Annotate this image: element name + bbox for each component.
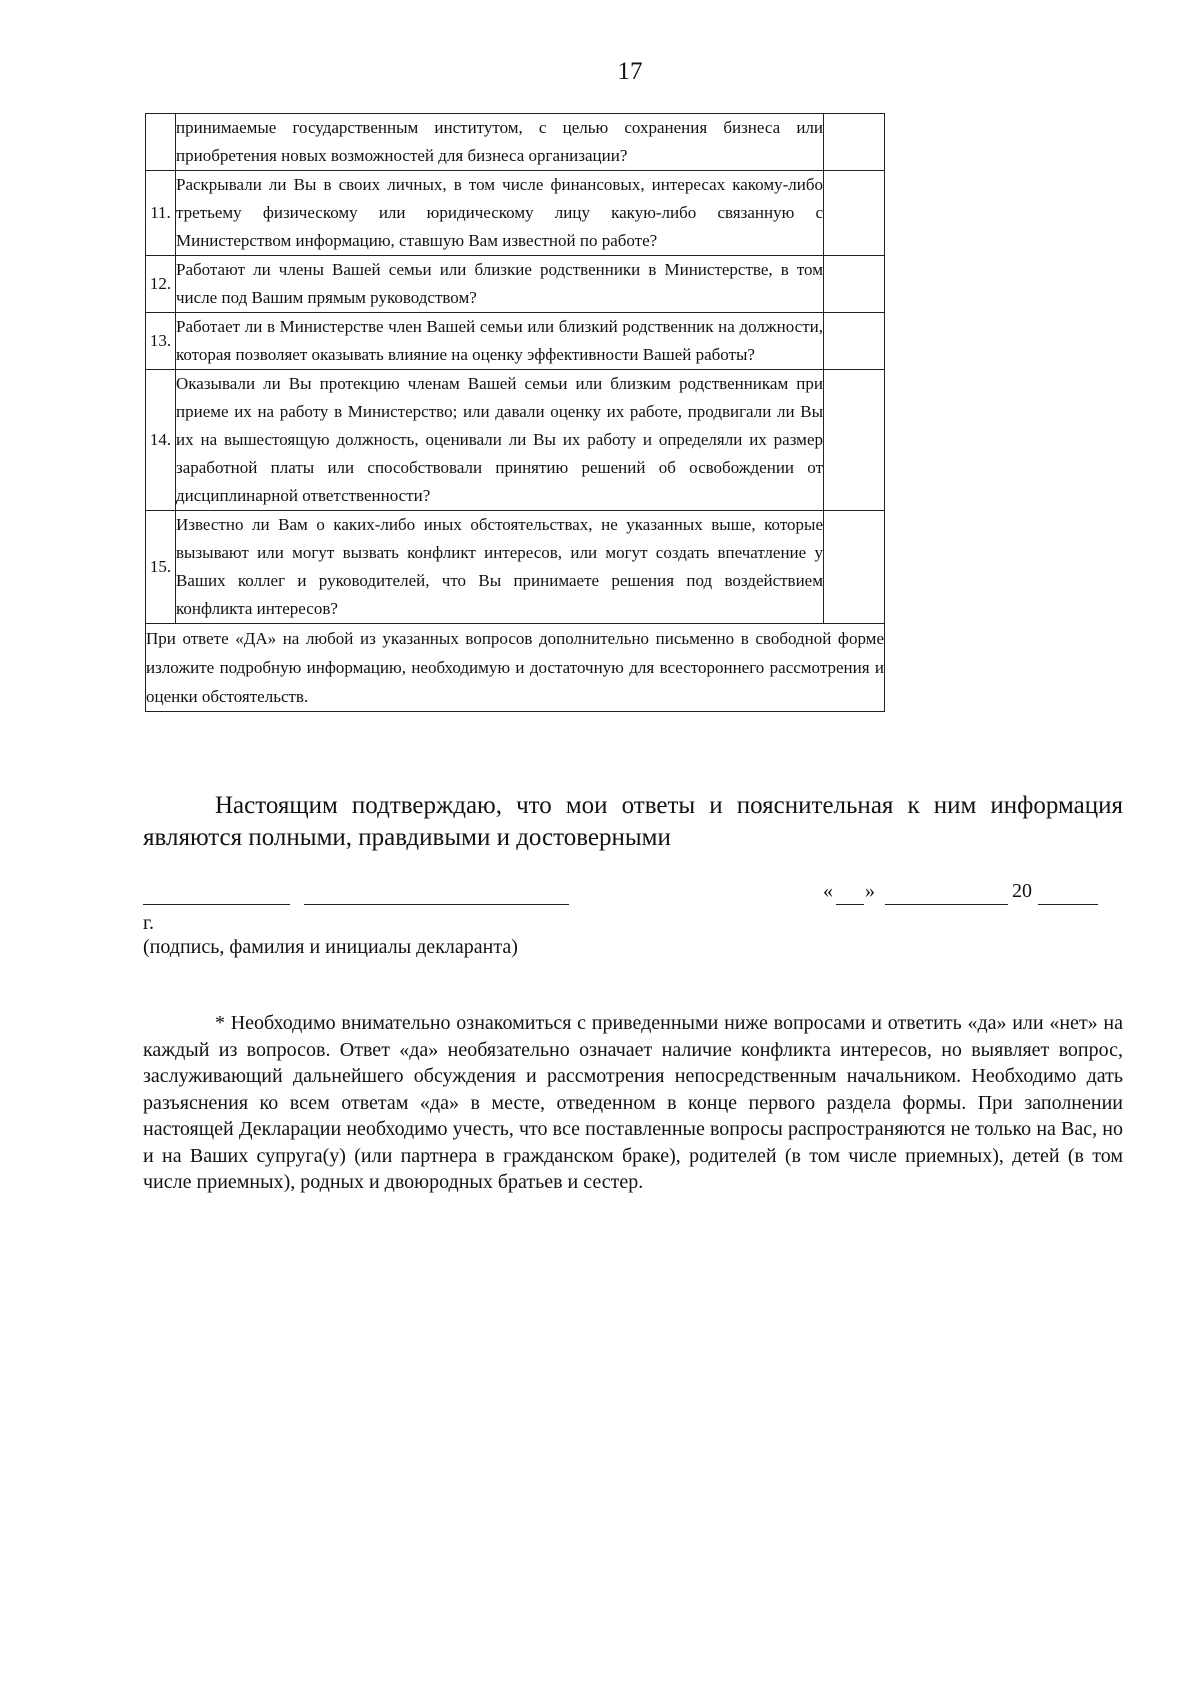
table-note: При ответе «ДА» на любой из указанных вопросов дополнительно письменно в свободной форме изложите подробную информацию, необходимую и достаточную для всестороннего рассмотрения и оценки обстоятельств.: [146, 624, 885, 712]
row-number: [146, 114, 176, 171]
confirmation-statement: Настоящим подтверждаю, что мои ответы и пояснительная к ним информация являются полными, правдивыми и достоверными: [143, 792, 1123, 851]
answer-cell[interactable]: [824, 511, 885, 624]
year-suffix: г.: [143, 912, 154, 934]
name-line[interactable]: [304, 880, 569, 905]
table-row: [146, 511, 885, 624]
question-text: принимаемые государственным институтом, с целью сохранения бизнеса или приобретения новых возможностей для бизнеса организации?: [176, 114, 824, 171]
signature-row: [143, 880, 1123, 910]
question-text: Известно ли Вам о каких-либо иных обстоятельствах, не указанных выше, которые вызывают или могут вызвать конфликт интересов, или могут создать впечатление у Ваших коллег и руководителей, что Вы принимаете решения под воздействием конфликта интересов?: [176, 511, 824, 624]
year-line[interactable]: [1038, 880, 1098, 905]
month-line[interactable]: [885, 880, 1008, 905]
answer-cell[interactable]: [824, 256, 885, 313]
row-number: 14.: [146, 370, 176, 511]
answer-cell[interactable]: [824, 114, 885, 171]
row-number: 12.: [146, 256, 176, 313]
row-number: 15.: [146, 511, 176, 624]
answer-cell[interactable]: [824, 171, 885, 256]
questions-table: [145, 113, 885, 712]
answer-cell[interactable]: [824, 313, 885, 370]
table-row: [146, 114, 885, 171]
date-open-quote: «: [823, 880, 833, 902]
footnote: * Необходимо внимательно ознакомиться с приведенными ниже вопросами и ответить «да» или «нет» на каждый из вопросов. Ответ «да» необязательно означает наличие конфликта интересов, но выявляет вопрос, заслуживающий дальнейшего обсуждения и рассмотрения непосредственным начальником. Необходимо дать разъяснения ко всем ответам «да» в месте, отведенном в конце первого раздела формы. При заполнении настоящей Декларации необходимо учесть, что все поставленные вопросы распространяются не только на Вас, но и на Ваших супруга(у) (или партнера в гражданском браке), родителей (в том числе приемных), детей (в том числе приемных), родных и двоюродных братьев и сестер.: [143, 1012, 1123, 1193]
signature-line[interactable]: [143, 880, 290, 905]
signature-caption: (подпись, фамилия и инициалы декларанта): [143, 936, 518, 958]
question-text: Работают ли члены Вашей семьи или близкие родственники в Министерстве, в том числе под Вашим прямым руководством?: [176, 256, 824, 313]
row-number: 13.: [146, 313, 176, 370]
day-line[interactable]: [836, 880, 864, 905]
table-row: [146, 256, 885, 313]
question-text: Раскрывали ли Вы в своих личных, в том числе финансовых, интересах какому-либо третьему физическому или юридическому лицу какую-либо связанную с Министерством информацию, ставшую Вам известной по работе?: [176, 171, 824, 256]
year-prefix: 20: [1012, 880, 1032, 902]
question-text: Оказывали ли Вы протекцию членам Вашей семьи или близким родственникам при приеме их на работу в Министерство; или давали оценку их работе, продвигали ли Вы их на вышестоящую должность, оценивали ли Вы их работу и определяли их размер заработной платы или способствовали принятию решений об освобождении от дисциплинарной ответственности?: [176, 370, 824, 511]
question-text: Работает ли в Министерстве член Вашей семьи или близкий родственник на должности, которая позволяет оказывать влияние на оценку эффективности Вашей работы?: [176, 313, 824, 370]
page-number: 17: [617, 58, 643, 85]
answer-cell[interactable]: [824, 370, 885, 511]
table-note-row: [146, 624, 885, 712]
date-close-quote: »: [865, 880, 875, 902]
row-number: 11.: [146, 171, 176, 256]
table-row: [146, 370, 885, 511]
table-row: [146, 313, 885, 370]
table-row: [146, 171, 885, 256]
